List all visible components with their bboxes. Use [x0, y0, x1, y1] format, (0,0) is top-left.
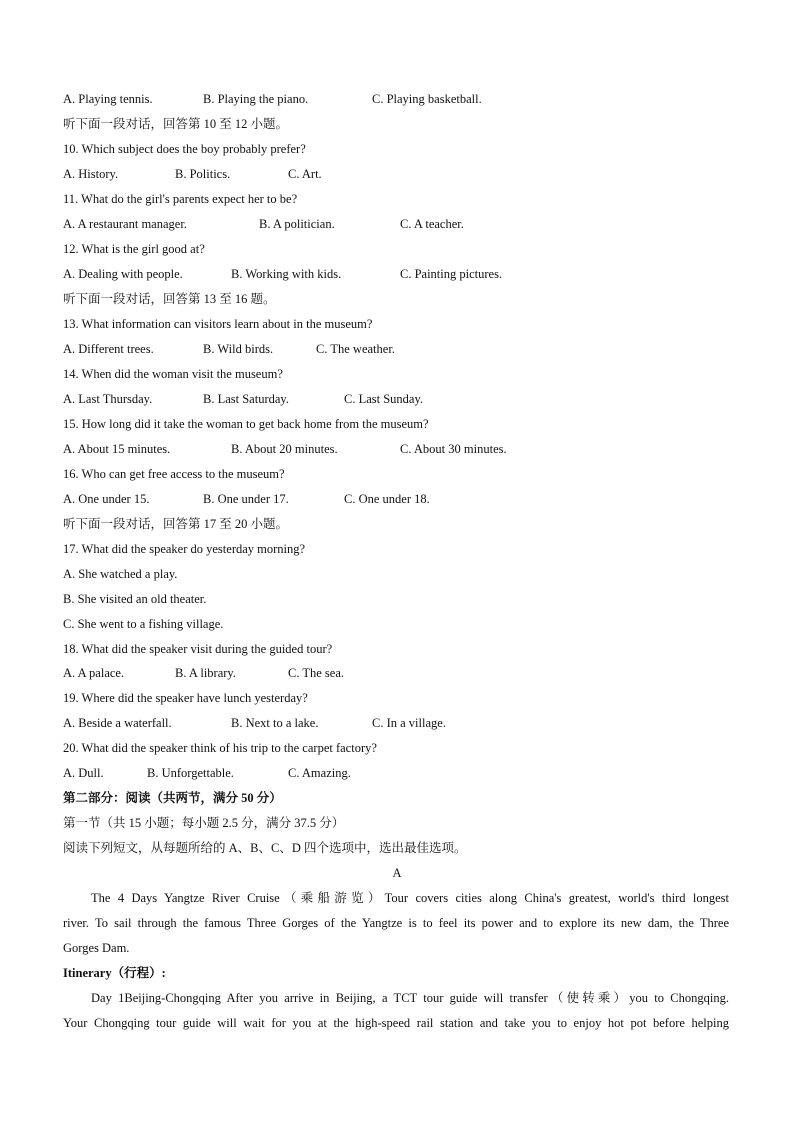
answer-option: B. About 20 minutes.: [231, 442, 338, 456]
answer-option: C. About 30 minutes.: [400, 442, 507, 456]
text-line: A. She watched a play.: [63, 567, 178, 581]
text-line: 17. What did the speaker do yesterday morning?: [63, 542, 306, 556]
answer-option: B. Wild birds.: [203, 342, 274, 356]
answer-option: A. About 15 minutes.: [63, 442, 171, 456]
passage-line: The 4 Days Yangtze River Cruise（乘船游览）Tour covers cities along China's greatest, world's third longest: [91, 891, 729, 905]
text-line: 阅读下列短文，从每题所给的 A、B、C、D 四个选项中，选出最佳选项。: [63, 841, 467, 855]
text-line: 13. What information can visitors learn about in the museum?: [63, 317, 373, 331]
text-line: C. She went to a fishing village.: [63, 617, 224, 631]
passage-line: Day 1Beijing-Chongqing After you arrive in Beijing, a TCT tour guide will transfer（使转乘）you to Chongqing.: [91, 991, 729, 1005]
answer-option: A. History.: [63, 167, 119, 181]
text-line: 10. Which subject does the boy probably prefer?: [63, 142, 306, 156]
text-line: 听下面一段对话，回答第 10 至 12 小题。: [63, 117, 289, 131]
answer-option: B. One under 17.: [203, 492, 289, 506]
passage-line: Your Chongqing tour guide will wait for you at the high-speed rail station and take you to enjoy hot pot before helping: [63, 1016, 729, 1030]
text-line: 第一节（共 15 小题；每小题 2.5 分，满分 37.5 分）: [63, 816, 345, 830]
answer-option: C. The sea.: [288, 666, 345, 680]
answer-option: B. Politics.: [175, 167, 231, 181]
answer-option: B. A politician.: [259, 217, 335, 231]
answer-option: C. In a village.: [372, 716, 446, 730]
text-line: 11. What do the girl's parents expect her to be?: [63, 192, 298, 206]
answer-option: A. One under 15.: [63, 492, 150, 506]
answer-option: A. Dull.: [63, 766, 104, 780]
answer-option: A. Beside a waterfall.: [63, 716, 172, 730]
answer-option: B. Last Saturday.: [203, 392, 289, 406]
section-heading: 第二部分：阅读（共两节，满分 50 分）: [63, 791, 282, 805]
text-line: 15. How long did it take the woman to get back home from the museum?: [63, 417, 429, 431]
answer-option: C. Art.: [288, 167, 322, 181]
answer-option: A. Playing tennis.: [63, 92, 153, 106]
answer-option: C. Last Sunday.: [344, 392, 424, 406]
text-line: B. She visited an old theater.: [63, 592, 207, 606]
text-line: 14. When did the woman visit the museum?: [63, 367, 283, 381]
answer-option: A. Last Thursday.: [63, 392, 153, 406]
answer-option: C. One under 18.: [344, 492, 430, 506]
text-line: 16. Who can get free access to the museum?: [63, 467, 285, 481]
answer-option: A. Different trees.: [63, 342, 154, 356]
text-line: 听下面一段对话，回答第 17 至 20 小题。: [63, 517, 289, 531]
answer-option: A. Dealing with people.: [63, 267, 183, 281]
answer-option: A. A palace.: [63, 666, 125, 680]
text-line: 19. Where did the speaker have lunch yesterday?: [63, 691, 308, 705]
section-heading: Itinerary（行程）:: [63, 966, 166, 980]
text-line: 20. What did the speaker think of his trip to the carpet factory?: [63, 741, 377, 755]
answer-option: C. Amazing.: [288, 766, 351, 780]
answer-option: B. A library.: [175, 666, 236, 680]
answer-option: C. The weather.: [316, 342, 395, 356]
passage-line: river. To sail through the famous Three Gorges of the Yangtze is to feel its power and to explore its new dam, the Three: [63, 916, 729, 930]
text-line: 18. What did the speaker visit during the guided tour?: [63, 642, 333, 656]
answer-option: C. Painting pictures.: [400, 267, 503, 281]
answer-option: B. Working with kids.: [231, 267, 342, 281]
text-line: 听下面一段对话，回答第 13 至 16 题。: [63, 292, 276, 306]
answer-option: A. A restaurant manager.: [63, 217, 187, 231]
answer-option: C. Playing basketball.: [372, 92, 482, 106]
passage-label: A: [392, 866, 402, 880]
answer-option: B. Unforgettable.: [147, 766, 234, 780]
answer-option: B. Playing the piano.: [203, 92, 309, 106]
answer-option: B. Next to a lake.: [231, 716, 319, 730]
answer-option: C. A teacher.: [400, 217, 464, 231]
text-line: Gorges Dam.: [63, 941, 130, 955]
text-line: 12. What is the girl good at?: [63, 242, 205, 256]
